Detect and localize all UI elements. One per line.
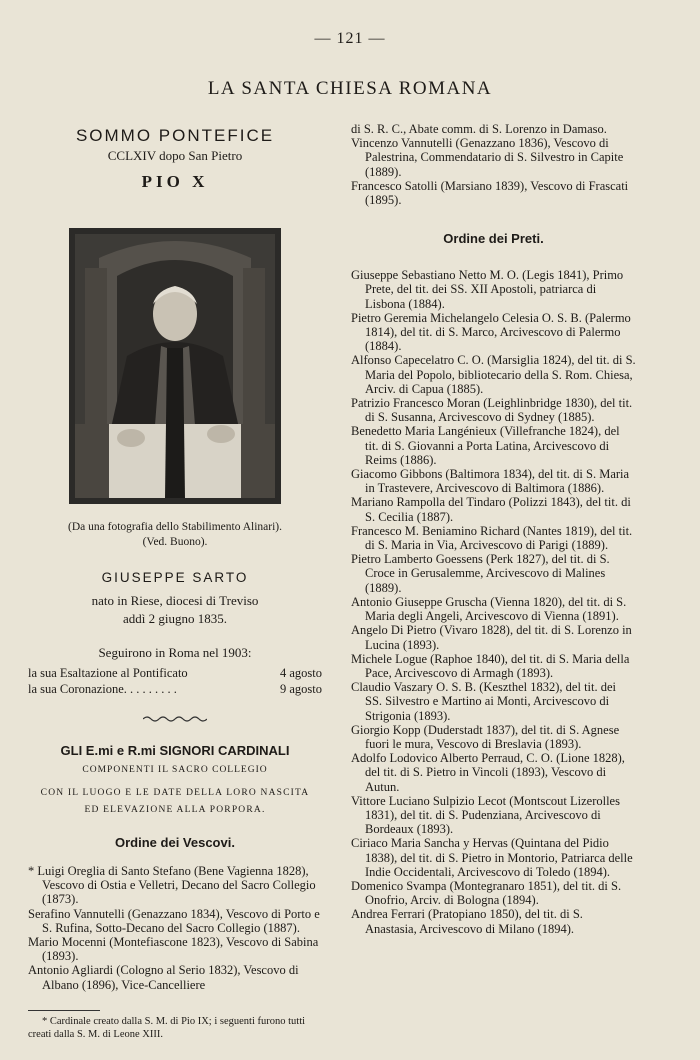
cardinal-entry: Francesco Satolli (Marsiano 1839), Vescovo di Frascati (1895). [351, 178, 629, 208]
photo-caption [28, 520, 322, 550]
cardinal-entry: Michele Logue (Raphoe 1840), del tit. di S. Maria della Pace, Arcivescovo di Armagh (1893). [351, 651, 630, 680]
cardinal-entry: Serafino Vannutelli (Genazzano 1834), Vescovo di Porto e S. Rufina, Sotto-Decano del Sacro Collegio (1887). [28, 906, 320, 935]
event-date: 9 agosto [279, 682, 322, 696]
cardinal-entry: Antonio Agliardi (Cologno al Serio 1832), Vescovo di Albano (1896), Vice-Cancelliere [28, 963, 299, 992]
cardinal-entry-continuation: di S. R. C., Abate comm. di S. Lorenzo in Damaso. [351, 122, 607, 136]
cardinal-entry: Domenico Svampa (Montegranaro 1851), del tit. di S. Onofrio, Arciv. di Bologna (1894). [351, 878, 622, 908]
cardinal-entry: Giorgio Kopp (Duderstadt 1837), del tit. di S. Agnese fuori le mura, Vescovo di Breslavia (1893). [351, 722, 620, 751]
cardinal-entry: Andrea Ferrari (Pratopiano 1850), del tit. di S. Anastasia, Arcivescovo di Milano (1894). [351, 907, 583, 936]
cardinal-entry: Mariano Rampolla del Tindaro (Polizzi 1843), del tit. di S. Cecilia (1887). [351, 495, 631, 524]
footnote-divider [28, 1010, 100, 1011]
decorative-squiggle-divider [143, 715, 207, 723]
photo-caption-line-2: (Ved. Buono). [142, 536, 208, 548]
cardinal-entry: Adolfo Lodovico Alberto Perraud, C. O. (Lione 1828), del tit. di S. Pietro in Vincoli (1893), Vescovo di Autun. [351, 751, 625, 794]
photo-caption-line-1: (Da una fotografia dello Stabilimento Alinari). [68, 521, 282, 533]
event-row [28, 681, 322, 697]
cardinals-subheading: COMPONENTI IL SACRO COLLEGIO [82, 765, 268, 775]
bishops-list [28, 864, 322, 992]
events-list [28, 665, 322, 697]
cardinal-entry: Mario Mocenni (Montefiascone 1823), Vescovo di Sabina (1893). [28, 935, 319, 964]
events-intro: Seguirono in Roma nel 1903: [98, 645, 252, 660]
cardinals-description [28, 785, 322, 819]
cardinals-description-line-2: ED ELEVAZIONE ALLA PORPORA. [84, 805, 266, 815]
page-number: — 121 — [314, 30, 386, 47]
cardinal-entry: Benedetto Maria Langénieux (Villefranche 1824), del tit. di S. Giovanni a Porta Latina, Arcivescovo di Reims (1886). [351, 424, 620, 467]
cardinal-entry: Alfonso Capecelatro C. O. (Marsiglia 1824), del tit. di S. Maria del Popolo, bibliotecario della S. Rom. Chiesa, Arciv. di Capua (1885). [351, 353, 636, 396]
cardinal-entry: Giacomo Gibbons (Baltimora 1834), del tit. di S. Maria in Trastevere, Arcivescovo di Baltimora (1886). [351, 467, 630, 496]
pope-succession-line: CCLXIV dopo San Pietro [107, 148, 243, 163]
footnote: * Cardinale creato dalla S. M. di Pio IX; i seguenti furono tutti creati dalla S. M. di Leone XIII. [28, 1015, 306, 1040]
cardinal-entry: Patrizio Francesco Moran (Leighlinbridge 1830), del tit. di S. Susanna, Arcivescovo di Sydney (1885). [351, 396, 633, 425]
cardinal-entry: * Luigi Oreglia di Santo Stefano (Bene Vagienna 1828), Vescovo di Ostia e Velletri, Decano del Sacro Collegio (1873). [28, 864, 316, 907]
pope-portrait-photo [69, 228, 281, 504]
cardinals-heading: GLI E.mi e R.mi SIGNORI CARDINALI [60, 743, 290, 758]
cardinal-entry: Francesco M. Beniamino Richard (Nantes 1819), del tit. di S. Maria in Via, Arcivescovo di Parigi (1889). [351, 523, 633, 553]
birth-date: addì 2 giugno 1835. [123, 611, 227, 626]
event-date: 4 agosto [279, 666, 322, 680]
cardinal-entry: Giuseppe Sebastiano Netto M. O. (Legis 1841), Primo Prete, del tit. dei SS. XII Apostoli, patriarca di Lisbona (1884). [351, 268, 624, 311]
pope-heading: SOMMO PONTEFICE [75, 126, 275, 145]
cardinal-entry: Angelo Di Pietro (Vivaro 1828), del tit. di S. Lorenzo in Lucina (1893). [351, 623, 632, 652]
order-of-bishops-heading: Ordine dei Vescovi. [115, 835, 235, 850]
event-row [28, 665, 322, 681]
cardinal-entry: Claudio Vaszary O. S. B. (Keszthel 1832), del tit. dei SS. Silvestro e Martino ai Monti, Arcivescovo di Strigonia (1893). [351, 680, 617, 723]
cardinal-entry: Vincenzo Vannutelli (Genazzano 1836), Vescovo di Palestrina, Commendatario di S. Silvestro in Capite (1889). [351, 136, 624, 179]
cardinals-description-line-1: CON IL LUOGO E LE DATE DELLA LORO NASCITA [40, 788, 310, 798]
cardinal-entry: Antonio Giuseppe Gruscha (Vienna 1820), del tit. di S. Maria degli Angeli, Arcivescovo di Vienna (1891). [351, 594, 627, 624]
birth-place: nato in Riese, diocesi di Treviso [91, 593, 259, 608]
cardinal-entry: Pietro Geremia Michelangelo Celesia O. S. B. (Palermo 1814), del tit. di S. Marco, Arcivescovo di Palermo (1884). [351, 310, 631, 354]
page-title: LA SANTA CHIESA ROMANA [207, 78, 493, 99]
right-column [351, 122, 636, 936]
pope-name: PIO X [141, 172, 209, 191]
cardinal-entry: Ciriaco Maria Sancha y Hervas (Quintana del Pidio 1838), del tit. di S. Pietro in Montorio, Patriarca delle Indie Occidentali, Arcivescovo di Toledo (1894). [351, 836, 633, 879]
event-label: la sua Coronazione. . . . . . . . . [28, 682, 177, 696]
order-of-priests-heading: Ordine dei Preti. [443, 231, 544, 247]
pope-birth-name: GIUSEPPE SARTO [101, 570, 249, 585]
left-column [28, 122, 322, 1041]
cardinal-entry: Pietro Lamberto Goessens (Perk 1827), del tit. di S. Croce in Gerusalemme, Arcivescovo di Malines (1889). [351, 552, 610, 595]
event-label: la sua Esaltazione al Pontificato [28, 666, 188, 680]
cardinal-entry: Vittore Luciano Sulpizio Lecot (Montscout Lizerolles 1831), del tit. di S. Pudenziana, Arcivescovo di Bordeaux (1893). [351, 793, 620, 837]
